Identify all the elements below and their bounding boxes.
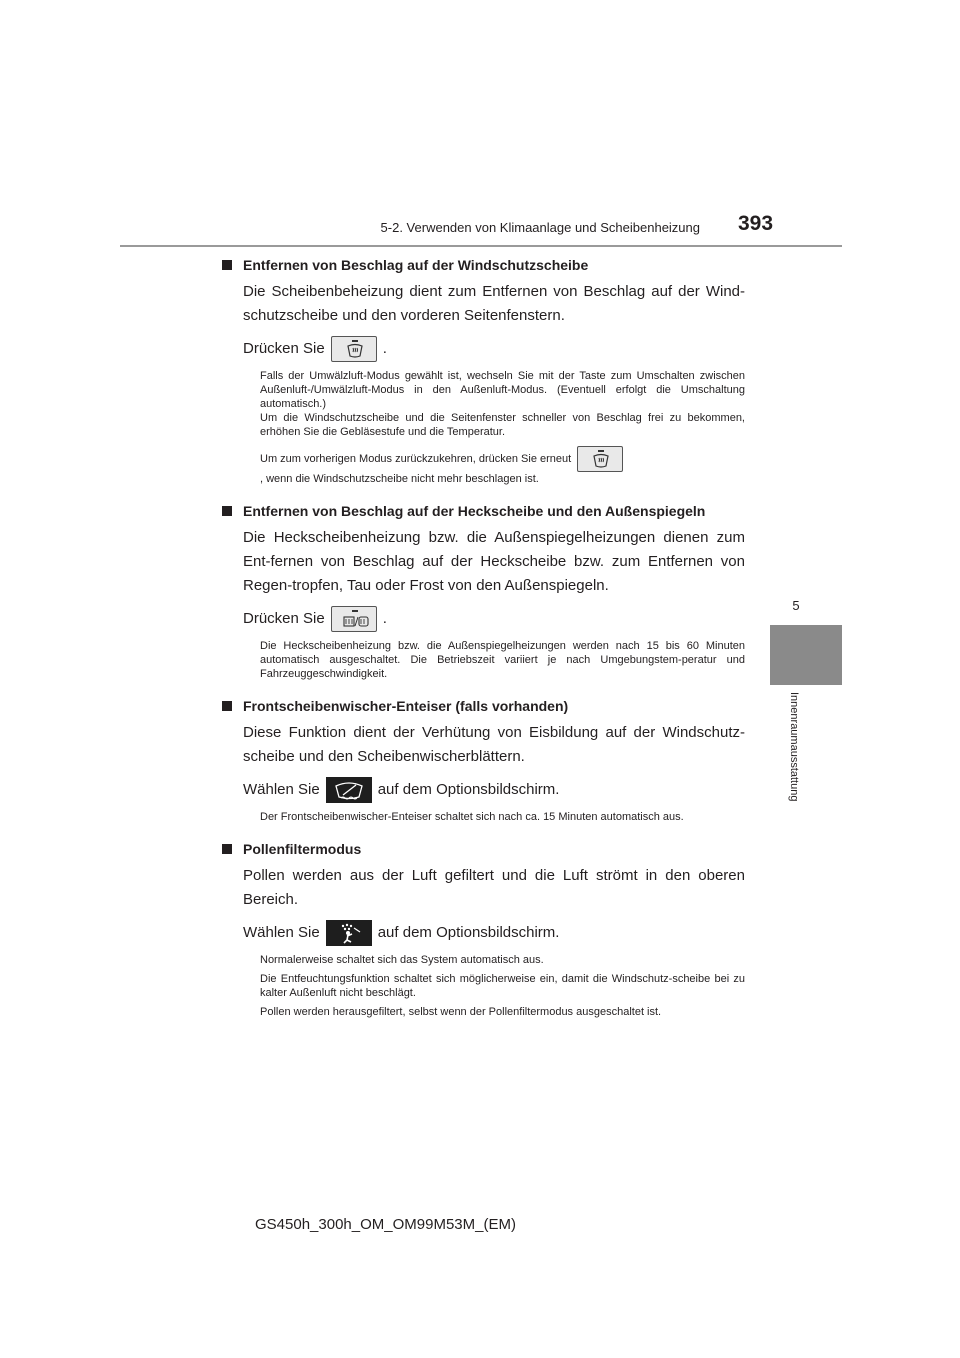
header-divider — [120, 245, 842, 247]
windshield-defogger-button-icon — [577, 446, 623, 472]
windshield-press-instruction: Drücken Sie . — [222, 334, 745, 364]
square-bullet-icon — [222, 260, 232, 270]
side-tab-number: 5 — [792, 598, 800, 613]
wiper-deicer-description: Diese Funktion dient der Verhütung von Eisbildung auf der Windschutz-scheibe und den Scheibenwischerblättern. — [243, 724, 745, 765]
page-number: 393 — [738, 212, 774, 235]
pollen-filter-note-dehumidify: Die Entfeuchtungsfunktion schaltet sich möglicherweise ein, damit die Windschutz-scheibe bei zu kalter Außenluft nicht beschlägt. — [260, 973, 745, 999]
pollen-filter-note-filtered: Pollen werden herausgefiltert, selbst wenn der Pollenfiltermodus ausgeschaltet ist. — [260, 1006, 662, 1018]
document-code-footer: GS450h_300h_OM_OM99M53M_(EM) — [255, 1216, 516, 1233]
windshield-note-return: Um zum vorherigen Modus zurückzukehren, drücken Sie erneut , wenn die Windschutzscheibe nicht mehr beschlagen ist. — [222, 446, 745, 486]
pollen-filter-description: Pollen werden aus der Luft gefiltert und die Luft strömt in den oberen Bereich. — [243, 867, 745, 908]
chapter-header: 5-2. Verwenden von Klimaanlage und Scheibenheizung — [380, 220, 700, 235]
square-bullet-icon — [222, 506, 232, 516]
pollen-filter-select-instruction: Wählen Sie auf dem Optionsbildschirm. — [222, 918, 745, 948]
rear-window-description: Die Heckscheibenheizung bzw. die Außenspiegelheizungen dienen zum Ent-fernen von Beschlag auf der Heckscheibe bzw. zum Entfernen von Regen-tropfen, Tau oder Frost von den Außenspiegeln. — [243, 529, 745, 594]
page-content — [222, 254, 745, 1019]
rear-window-press-instruction: Drücken Sie . — [222, 604, 745, 634]
windshield-defogger-button-icon — [331, 336, 377, 362]
square-bullet-icon — [222, 844, 232, 854]
side-tab-block — [770, 625, 842, 685]
pollen-filter-option-icon — [326, 920, 372, 946]
rear-defogger-mirror-heater-button-icon — [331, 606, 377, 632]
square-bullet-icon — [222, 701, 232, 711]
section-heading-rear-window: Entfernen von Beschlag auf der Heckscheibe und den Außenspiegeln — [222, 500, 745, 522]
rear-window-note-timer: Die Heckscheibenheizung bzw. die Außenspiegelheizungen werden nach 15 bis 60 Minuten automatisch ausgeschaltet. Die Betriebszeit variiert je nach Umgebungstem-peratur und Fahrzeuggeschwindigkeit. — [260, 640, 745, 680]
pollen-filter-note-auto-off: Normalerweise schaltet sich das System automatisch aus. — [260, 954, 544, 966]
wiper-deicer-select-instruction: Wählen Sie auf dem Optionsbildschirm. — [222, 775, 745, 805]
windshield-note-blower: Um die Windschutzscheibe und die Seitenfenster schneller von Beschlag frei zu bekommen, erhöhen Sie die Gebläsestufe und die Temperatur. — [260, 412, 745, 438]
section-heading-wiper-deicer: Frontscheibenwischer-Enteiser (falls vorhanden) — [222, 695, 745, 717]
windshield-note-recirculation: Falls der Umwälzluft-Modus gewählt ist, wechseln Sie mit der Taste zum Umschalten zwischen Außenluft-/Umwälzluft-Modus in den Außenluft-Modus. (Eventuell erfolgt die Umschaltung automatisch.) — [260, 370, 745, 410]
section-heading-windshield: Entfernen von Beschlag auf der Windschutzscheibe — [222, 254, 745, 276]
section-heading-pollen-filter: Pollenfiltermodus — [222, 838, 745, 860]
windshield-description: Die Scheibenbeheizung dient zum Entfernen von Beschlag auf der Wind-schutzscheibe und den vorderen Seitenfenstern. — [243, 283, 745, 324]
wiper-deicer-note-timer: Der Frontscheibenwischer-Enteiser schaltet sich nach ca. 15 Minuten automatisch aus. — [260, 811, 684, 823]
side-tab-label: Innenraumausstattung — [788, 692, 800, 802]
wiper-deicer-option-icon — [326, 777, 372, 803]
